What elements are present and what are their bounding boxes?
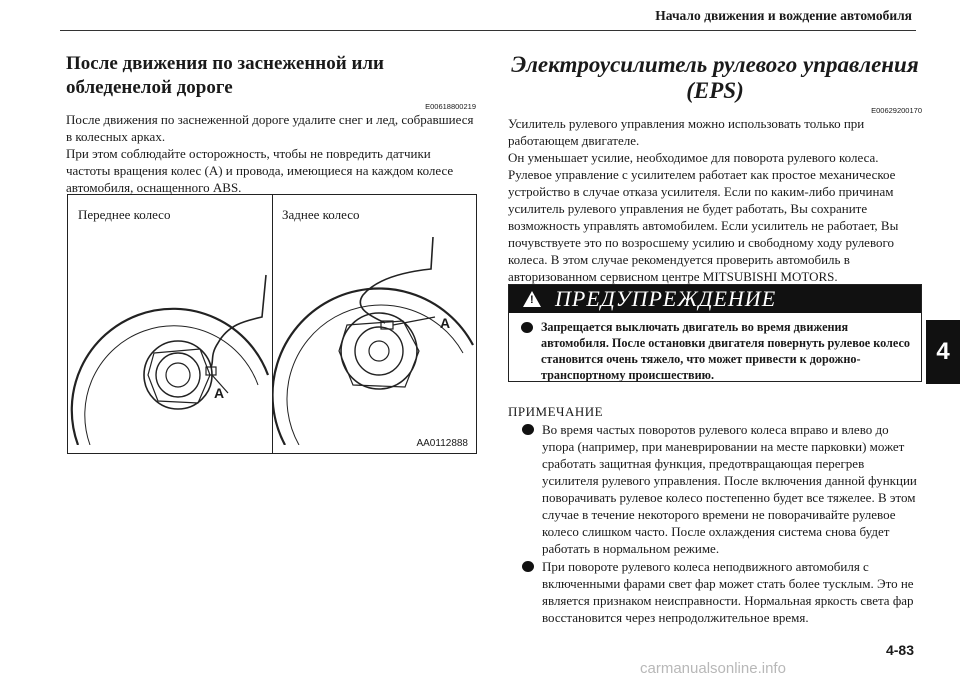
front-sensor-marker: A xyxy=(214,385,225,401)
snow-paragraph-1: После движения по заснеженной дороге удалите снег и лед, собравшиеся в колесных арках. xyxy=(66,112,474,144)
chapter-side-tab: 4 xyxy=(926,320,960,384)
warning-title: ПРЕДУПРЕЖДЕНИЕ xyxy=(555,286,777,311)
left-column xyxy=(66,52,476,196)
bullet-icon xyxy=(521,322,533,333)
figure-code: AA0112888 xyxy=(416,438,468,449)
front-wheel-label: Переднее колесо xyxy=(78,207,171,222)
section-title-snow: После движения по заснеженной или обледенелой дороге xyxy=(66,53,385,98)
note-item xyxy=(508,421,922,557)
chapter-header: Начало движения и вождение автомобиля xyxy=(655,8,912,23)
bullet-icon xyxy=(522,424,534,435)
snow-paragraph-2: При этом соблюдайте осторожность, чтобы не повредить датчики частоты вращения колес (A) и провода, имеющиеся на каждом колесе автомобиля, оснащенного ABS. xyxy=(66,146,454,195)
page-number: 4-83 xyxy=(885,642,914,658)
eps-paragraph-2: Он уменьшает усилие, необходимое для поворота рулевого колеса. Рулевое управление с усилителем работает как простое механическое устройство в случае отказа усилителя. Если по каким-либо причинам усилитель рулевого управления не будет работать, Вы сохраните возможность управлять автомобилем. Если усилитель не работает, Вы почувствуете это по возросшему усилию и свободному ходу рулевого колеса. В этом случае рекомендуется проверить автомобиль в авторизованном сервисном центре MITSUBISHI MOTORS. xyxy=(508,150,899,284)
section-code-eps: E00629200170 xyxy=(871,106,922,115)
section-title-eps: Электроусилитель рулевого управления (EPS) xyxy=(511,52,919,103)
right-column xyxy=(508,52,922,285)
bullet-icon xyxy=(522,561,534,572)
section-code-snow: E00618800219 xyxy=(425,102,476,111)
warning-box xyxy=(508,284,922,382)
header-rule xyxy=(60,30,916,31)
warning-text: Запрещается выключать двигатель во время движения автомобиля. После остановки двигателя повернуть рулевое колесо становится очень тяжело, что может привести к дорожно-транспортному происшествию. xyxy=(541,320,910,382)
note-title: ПРИМЕЧАНИЕ xyxy=(508,404,604,419)
warning-triangle-icon: ! xyxy=(523,291,541,307)
note-block xyxy=(508,404,922,626)
note-item xyxy=(508,558,922,626)
rear-wheel-label: Заднее колесо xyxy=(282,207,360,222)
watermark: carmanualsonline.info xyxy=(640,660,786,677)
eps-paragraph-1: Усилитель рулевого управления можно использовать только при работающем двигателе. xyxy=(508,116,865,148)
warning-item xyxy=(509,313,921,383)
note-text-2: При повороте рулевого колеса неподвижного автомобиля с включенными фарами свет фар может стать более тусклым. Это не является признаком неисправности. Нормальная яркость света фар восстановится через непродолжительное время. xyxy=(542,559,914,625)
rear-sensor-marker: A xyxy=(440,315,451,331)
warning-header xyxy=(509,285,921,313)
note-text-1: Во время частых поворотов рулевого колеса вправо и влево до упора (например, при маневрировании на месте парковки) может сработать защитная функция, предотвращающая перегрев усилителя рулевого управления. После включения данной функции поворачивать рулевое колесо постепенно будет все тяжелее. В этом случае в течение некоторого времени не поворачивайте рулевое колесо слишком часто. После охлаждения система снова будет работать в нормальном режиме. xyxy=(542,422,917,556)
wheel-sensor-figure xyxy=(67,194,477,454)
front-wheel-drawing xyxy=(68,225,272,445)
rear-wheel-drawing xyxy=(273,225,477,445)
